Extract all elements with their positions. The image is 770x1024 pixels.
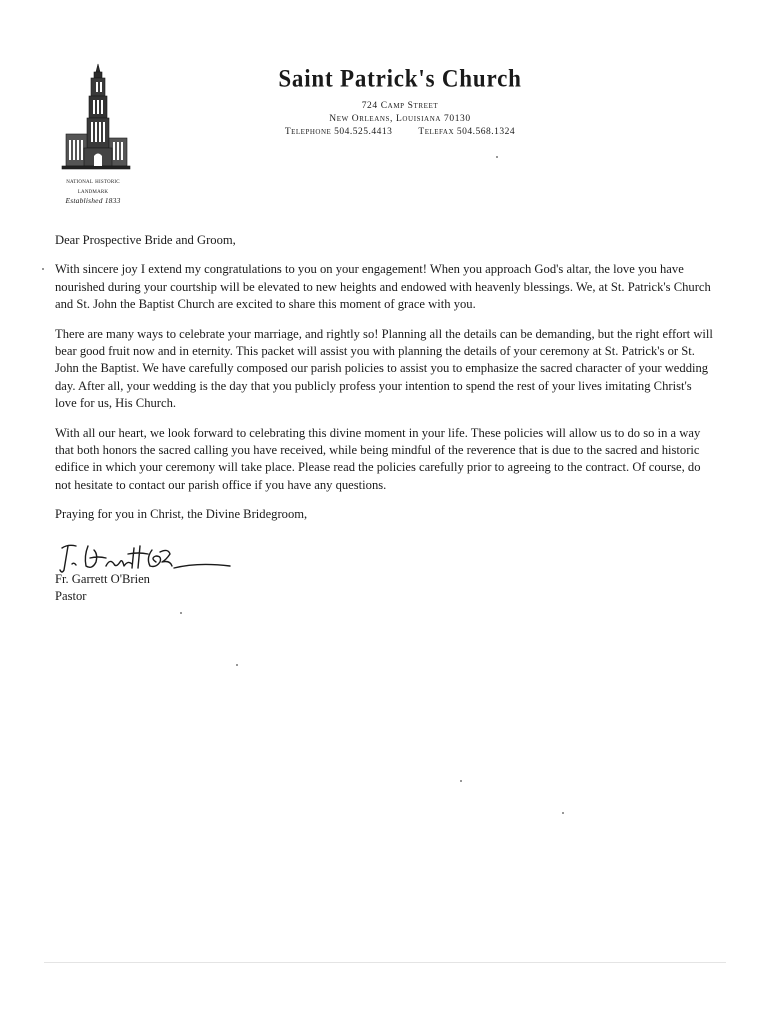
scan-speck [460, 780, 462, 782]
telefax: Telefax 504.568.1324 [418, 127, 516, 137]
contact-line [255, 126, 545, 139]
address-line-2: New Orleans, Louisiana 70130 [329, 114, 471, 124]
scan-speck [180, 612, 182, 614]
footer-rule [44, 962, 726, 963]
signer-title: Pastor [55, 589, 87, 604]
established-line: Established 1833 [65, 196, 121, 205]
letter-body [55, 232, 715, 524]
church-name: Saint Patrick's Church [278, 64, 522, 92]
signer-block [55, 571, 150, 606]
landmark-line-1: national historic [66, 176, 120, 185]
scan-speck [42, 268, 44, 270]
letterhead [255, 66, 545, 139]
scan-speck [562, 812, 564, 814]
salutation: Dear Prospective Bride and Groom, [55, 233, 236, 247]
paragraph-1: With sincere joy I extend my congratulations to you on your engagement! When you approach God's altar, the love you have nourished during your courtship will be elevated to new heights and endowed with heavenly blessings. We, at St. Patrick's Church and St. John the Baptist Church are excited to share this moment of grace with you. [55, 262, 711, 312]
paragraph-2: There are many ways to celebrate your marriage, and rightly so! Planning all the details can be demanding, but the right effort will bear good fruit now and in eternity. This packet will assist you with planning the details of your ceremony at St. Patrick's or St. John the Baptist. We have carefully composed our parish policies to assist you to emphasize the sacred character of your wedding day. After all, your wedding is the day that you publicly profess your intention to spend the rest of your lives imitating Christ's love for us, His Church. [55, 326, 713, 411]
landmark-line-2: landmark [77, 186, 109, 195]
landmark-caption [44, 176, 142, 206]
telephone: Telephone 504.525.4413 [284, 127, 393, 137]
signer-name: Fr. Garrett O'Brien [55, 572, 150, 586]
church-tower-icon [58, 62, 134, 172]
scan-speck [496, 156, 498, 158]
paragraph-3: With all our heart, we look forward to celebrating this divine moment in your life. These policies will allow us to do so in a way that both honors the sacred calling you have received, while being mindful of the reverence that is due to the sacred and historic edifice in which your ceremony will take place. Please read the policies carefully prior to agreeing to the contract. Of course, do not hesitate to contact our parish office if you have any questions. [55, 425, 701, 492]
scan-speck [236, 664, 238, 666]
closing: Praying for you in Christ, the Divine Bridegroom, [55, 507, 308, 522]
address-line-1: 724 Camp Street [361, 101, 439, 111]
